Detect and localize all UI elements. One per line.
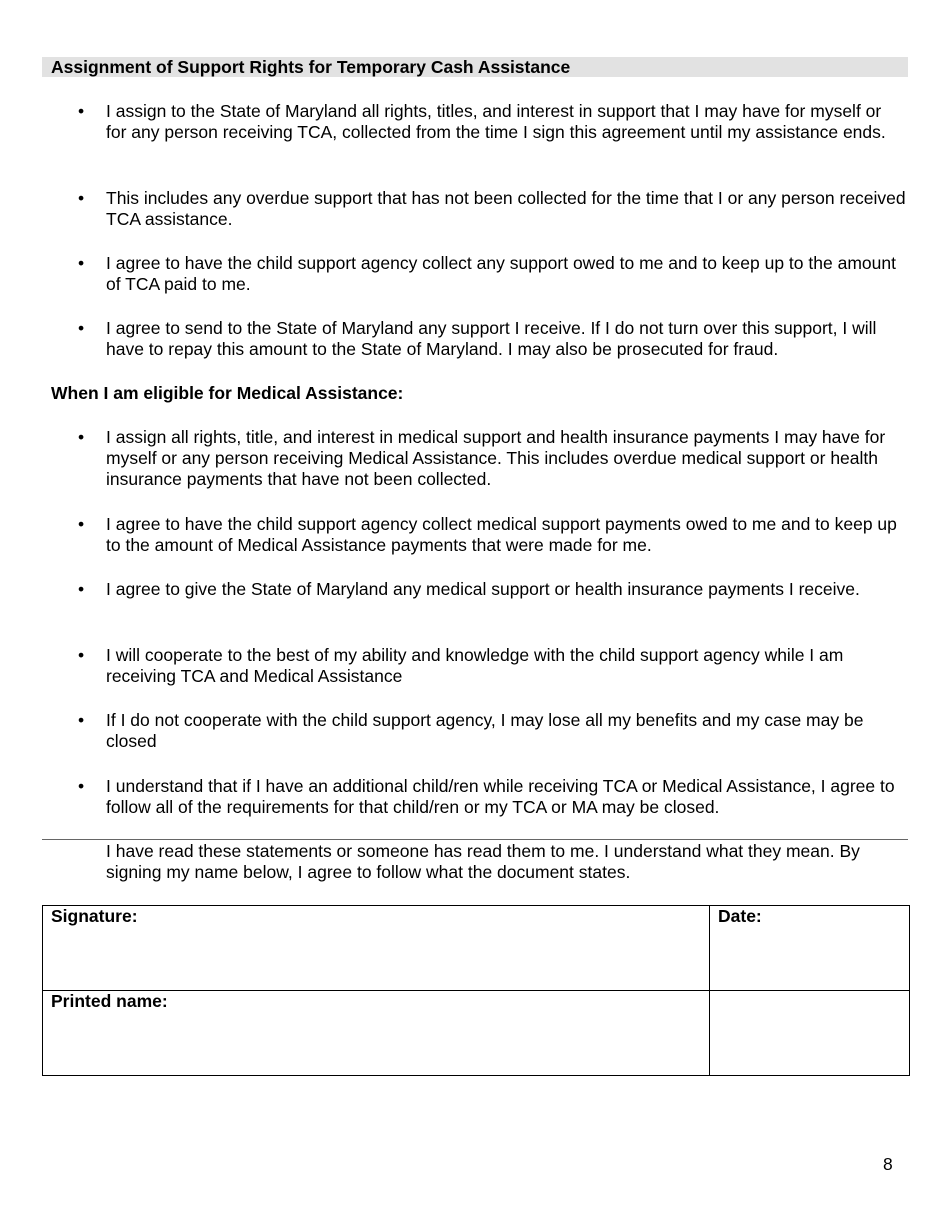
ma-heading: When I am eligible for Medical Assistance: [51, 383, 404, 403]
page-number: 8 [883, 1154, 893, 1174]
ma-bullet-2: • I agree to have the child support agency collect medical support payments owed to me and to keep up to the amount of Medical Assistance payments that were made for me. [106, 514, 906, 556]
ma-bullet-1: • I assign all rights, title, and interest in medical support and health insurance payments I may have for myself or any person receiving Medical Assistance. This includes overdue medical support or health insurance payments that have not been collected. [106, 427, 906, 490]
date-field[interactable] [710, 906, 910, 991]
signature-field[interactable] [43, 906, 710, 991]
acknowledgement-text: I have read these statements or someone has read them to me. I understand what they mean. By signing my name below, I agree to follow what the document states. [106, 841, 860, 882]
divider [42, 839, 908, 840]
date-label: Date: [718, 906, 762, 926]
signature-label: Signature: [51, 906, 138, 926]
printed-name-field[interactable] [43, 991, 710, 1076]
ma-bullet-3: • I agree to give the State of Maryland any medical support or health insurance payments I receive. [106, 579, 906, 600]
tca-bullet-4: • I agree to send to the State of Maryland any support I receive. If I do not turn over this support, I will have to repay this amount to the State of Maryland. I may also be prosecuted for fraud. [106, 318, 906, 360]
tca-bullet-2: • This includes any overdue support that has not been collected for the time that I or any person received TCA assistance. [106, 188, 906, 230]
printed-name-label: Printed name: [51, 991, 168, 1011]
ma-bullet-5: • If I do not cooperate with the child support agency, I may lose all my benefits and my case may be closed [106, 710, 906, 752]
empty-cell [710, 991, 910, 1076]
signature-table [42, 905, 910, 1076]
section-title: Assignment of Support Rights for Temporary Cash Assistance [42, 57, 908, 77]
tca-bullet-3: • I agree to have the child support agency collect any support owed to me and to keep up to the amount of TCA paid to me. [106, 253, 906, 295]
tca-bullet-1: • I assign to the State of Maryland all rights, titles, and interest in support that I may have for myself or for any person receiving TCA, collected from the time I sign this agreement until my assistance ends. [106, 101, 906, 143]
ma-bullet-4: • I will cooperate to the best of my ability and knowledge with the child support agency while I am receiving TCA and Medical Assistance [106, 645, 906, 687]
ma-bullet-6: • I understand that if I have an additional child/ren while receiving TCA or Medical Assistance, I agree to follow all of the requirements for that child/ren or my TCA or MA may be closed. [106, 776, 906, 818]
